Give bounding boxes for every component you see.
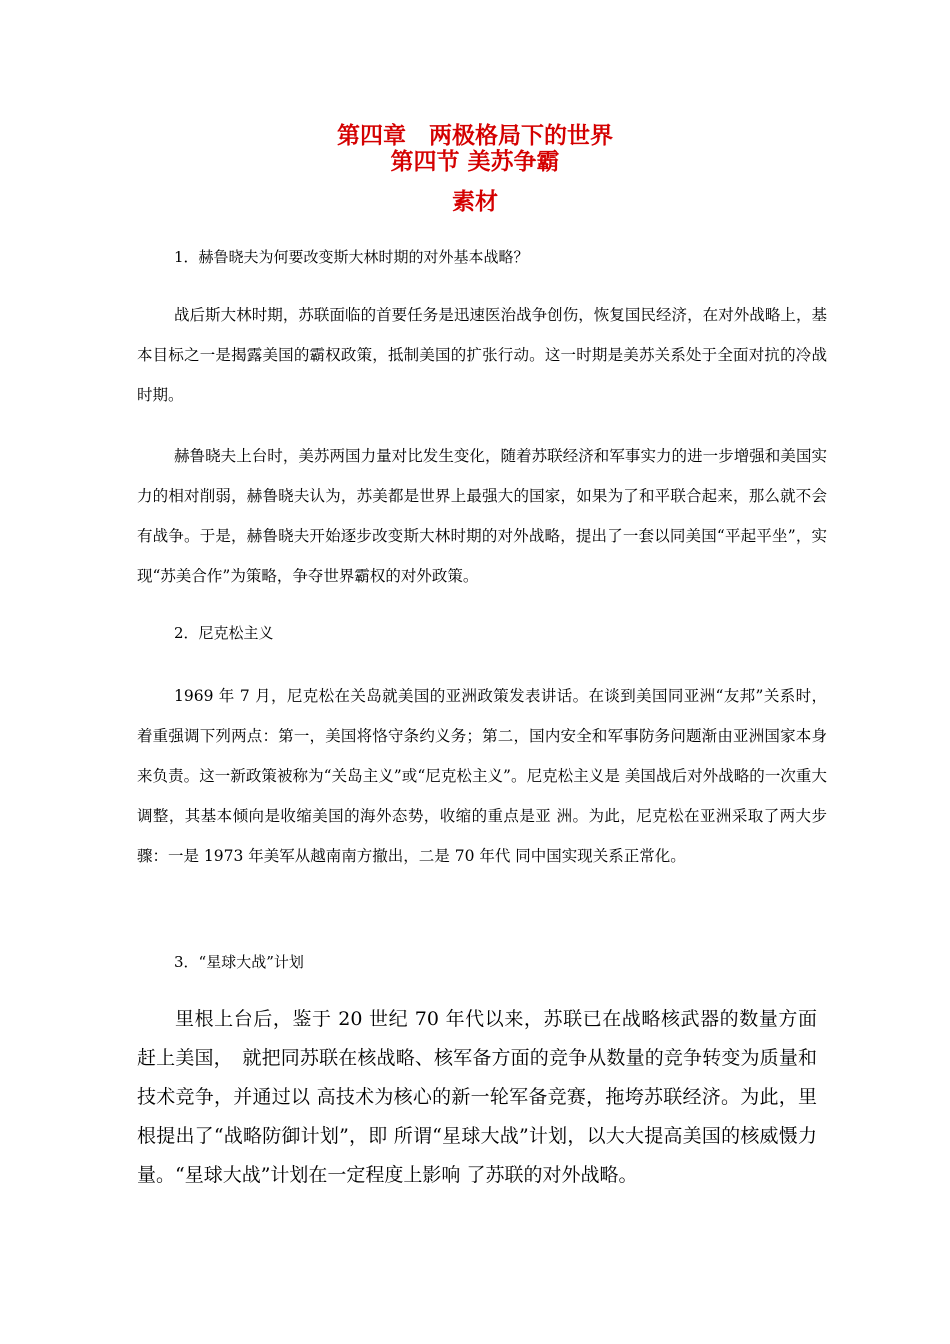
material-subtitle: 素材: [452, 189, 498, 215]
question-heading-2: 2．尼克松主义: [174, 624, 274, 642]
chapter-title: 第四章 两极格局下的世界: [337, 123, 613, 149]
paragraph-1-1: 战后斯大林时期，苏联面临的首要任务是迅速医治战争创伤，恢复国民经济，在对外战略上，基本目标之一是揭露美国的霸权政策，抵制美国的扩张行动。这一时期是美苏关系处于全面对抗的冷战时期。: [137, 306, 827, 404]
paragraph-3-1: 里根上台后，鉴于 20 世纪 70 年代以来，苏联已在战略核武器的数量方面赶上美国， 就把同苏联在核战略、核军备方面的竞争从数量的竞争转变为质量和技术竞争，并通过以 高技术为核心的新一轮军备竞赛，拖垮苏联经济。为此，里根提出了“战略防御计划”，即 所谓“星球大战”计划，以大大提高美国的核威慑力量。“星球大战”计划在一定程度上影响 了苏联的对外战略。: [137, 1008, 817, 1186]
paragraph-2-1: 1969 年 7 月，尼克松在关岛就美国的亚洲政策发表讲话。在谈到美国同亚洲“友邦”关系时，着重强调下列两点：第一，美国将恪守条约义务；第二，国内安全和军事防务问题渐由亚洲国家本身来负责。这一新政策被称为“关岛主义”或“尼克松主义”。尼克松主义是 美国战后对外战略的一次重大调整，其基本倾向是收缩美国的海外态势，收缩的重点是亚 洲。为此，尼克松在亚洲采取了两大步骤：一是 1973 年美军从越南南方撤出，二是 70 年代 同中国实现关系正常化。: [137, 687, 827, 865]
paragraph-1-2: 赫鲁晓夫上台时，美苏两国力量对比发生变化，随着苏联经济和军事实力的进一步增强和美国实力的相对削弱，赫鲁晓夫认为，苏美都是世界上最强大的国家，如果为了和平联合起来，那么就不会有战争。于是，赫鲁晓夫开始逐步改变斯大林时期的对外战略，提出了一套以同美国“平起平坐”，实现“苏美合作”为策略，争夺世界霸权的对外政策。: [137, 447, 827, 585]
section-title: 第四节 美苏争霸: [390, 149, 560, 175]
question-heading-3: 3．“星球大战”计划: [174, 953, 304, 971]
question-heading-1: 1．赫鲁晓夫为何要改变斯大林时期的对外基本战略？: [174, 248, 529, 266]
